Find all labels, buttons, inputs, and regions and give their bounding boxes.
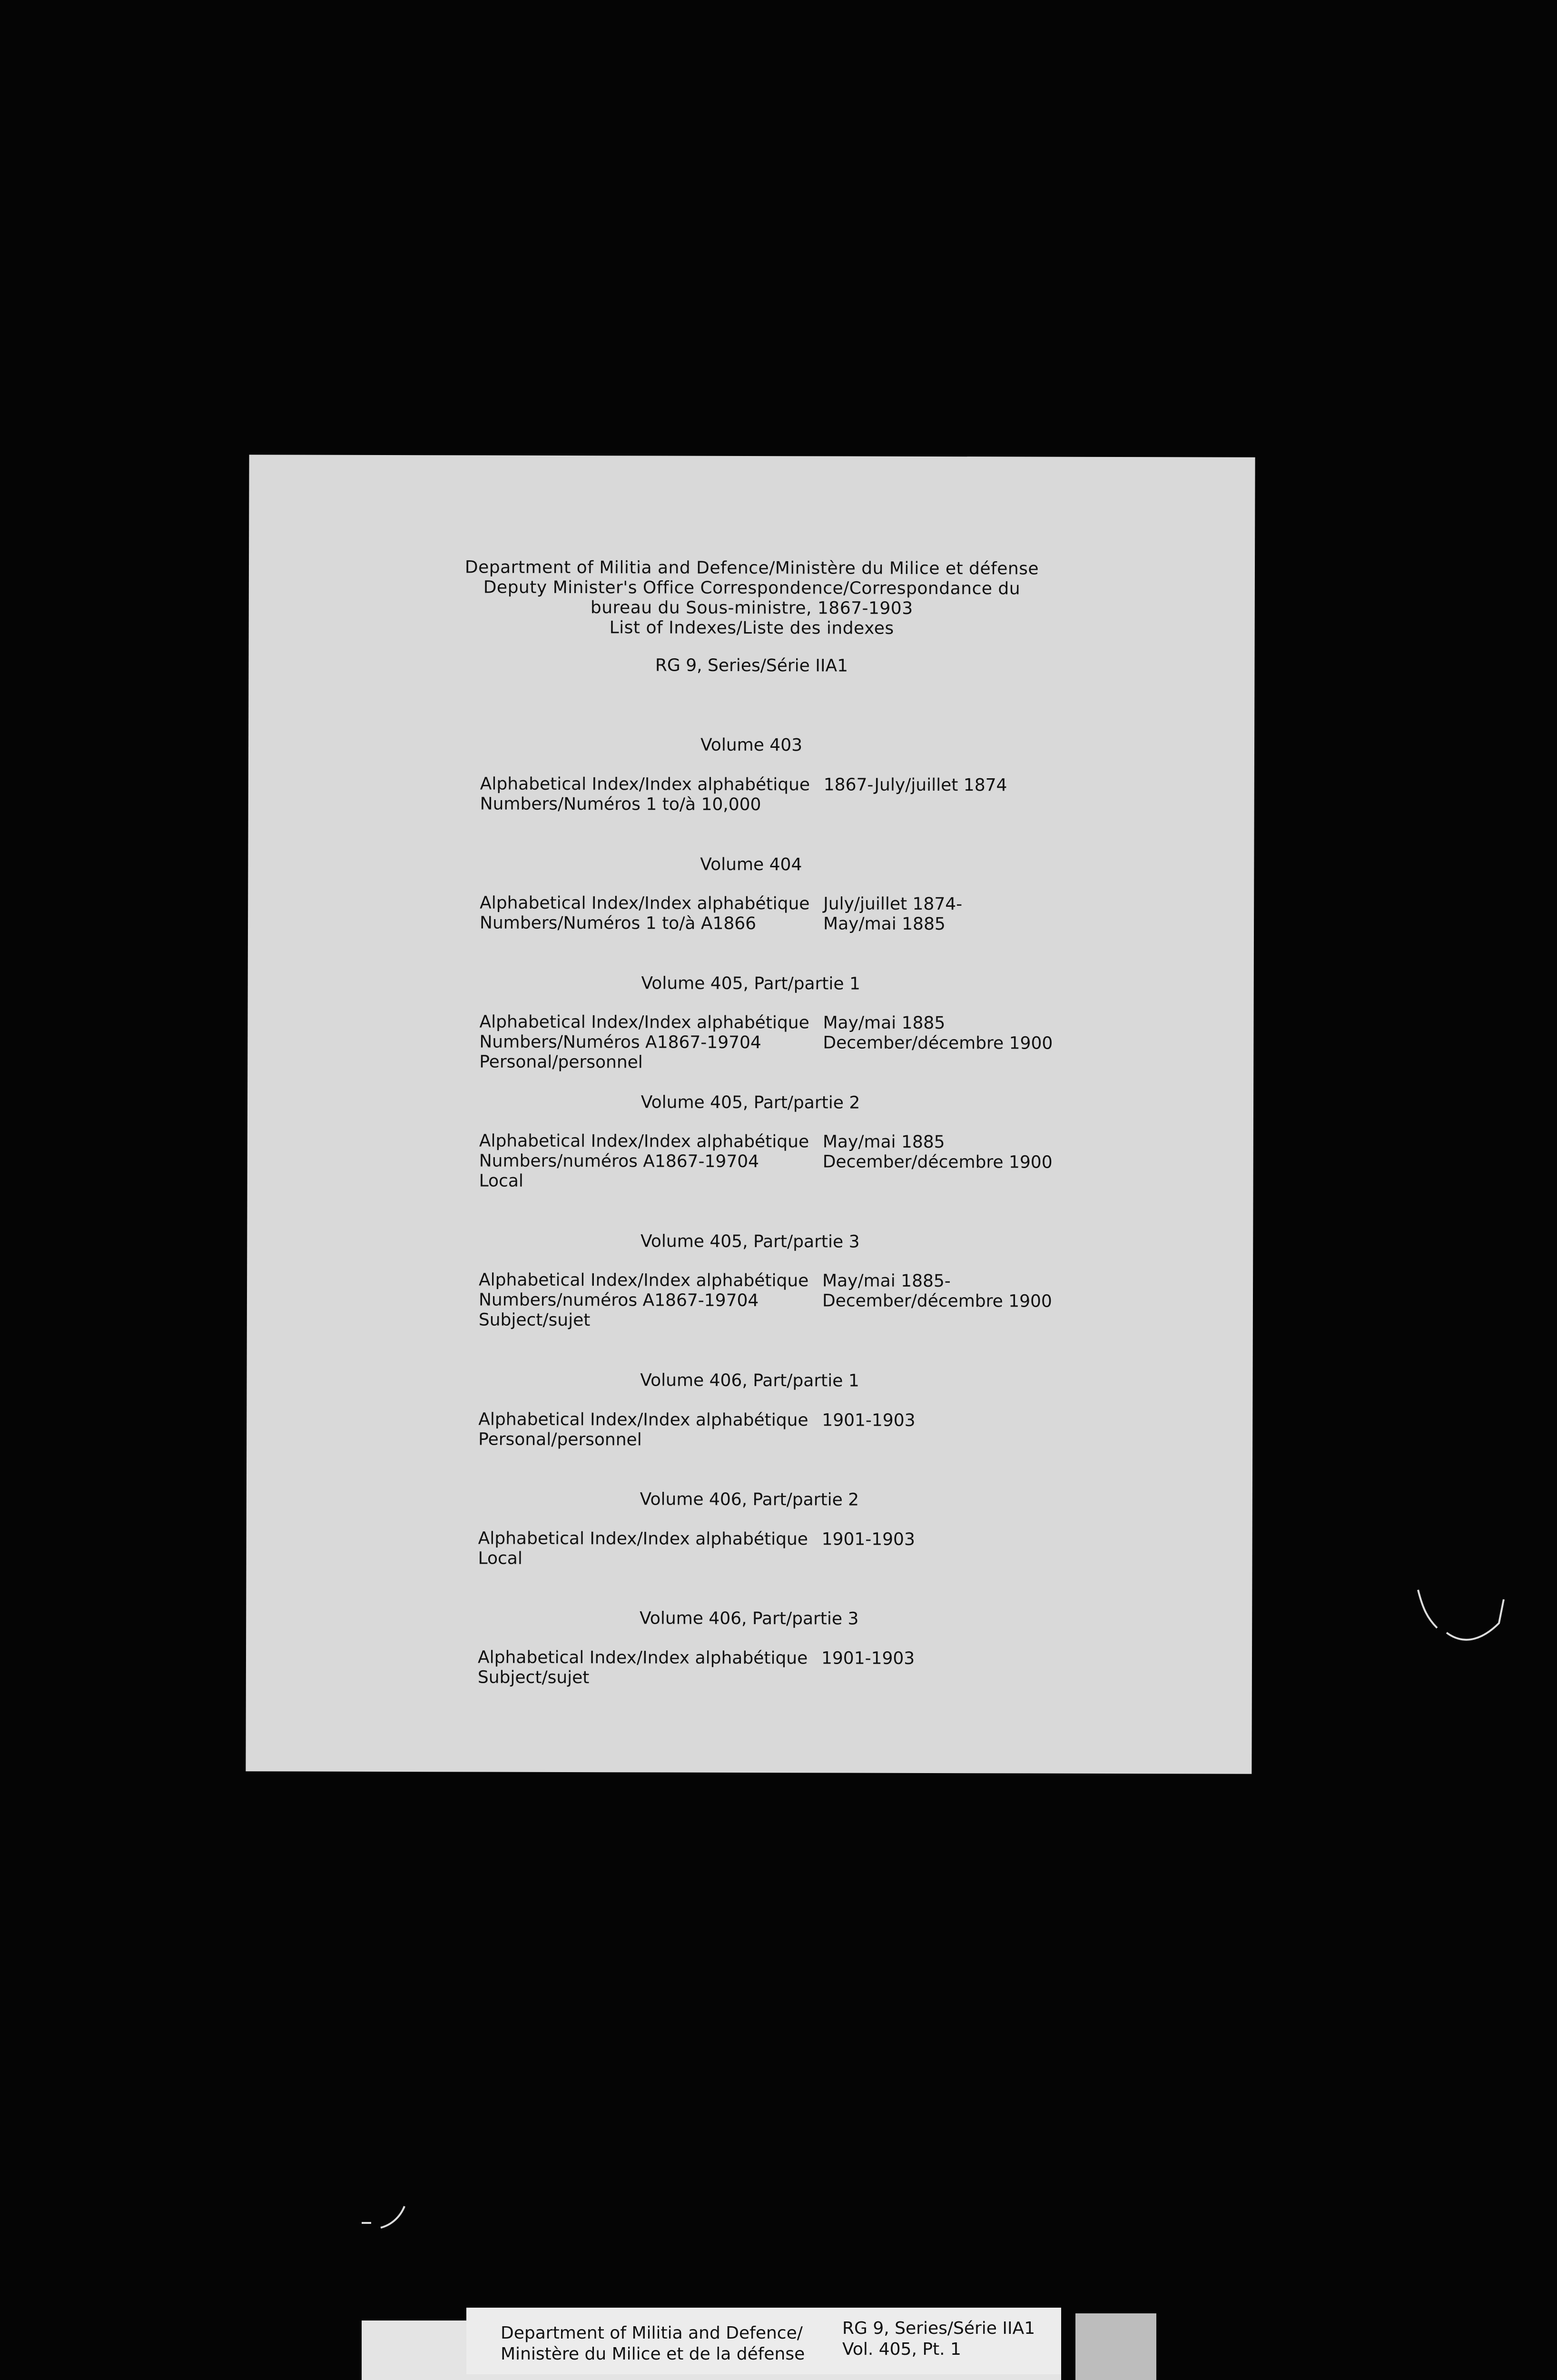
entry-description: Alphabetical Index/Index alphabétique — [479, 1270, 809, 1291]
volume-title: Volume 404 — [700, 854, 802, 875]
entry-description: Local — [478, 1548, 522, 1568]
volume-entry — [480, 774, 1146, 816]
document-page — [246, 455, 1255, 1774]
entry-dates: December/décembre 1900 — [823, 1033, 1053, 1053]
entry-description: Numbers/numéros A1867-19704 — [479, 1151, 759, 1172]
header-line: Deputy Minister's Office Correspondence/Correspondance du — [483, 577, 1021, 599]
entry-description: Personal/personnel — [478, 1429, 642, 1450]
entry-description: Alphabetical Index/Index alphabétique — [478, 1528, 808, 1549]
entry-description: Personal/personnel — [479, 1052, 643, 1072]
volume-entry — [480, 893, 1146, 935]
header-line: bureau du Sous-ministre, 1867-1903 — [590, 598, 913, 618]
scan-mark — [1409, 1580, 1523, 1647]
entry-dates: 1901-1903 — [821, 1648, 915, 1668]
series-reference: RG 9, Series/Série IIA1 — [655, 655, 848, 676]
entry-dates: 1901-1903 — [821, 1529, 915, 1549]
entry-dates: December/décembre 1900 — [822, 1152, 1053, 1172]
volume-entry — [478, 1648, 1144, 1690]
entry-description: Local — [479, 1171, 523, 1191]
entry-description: Alphabetical Index/Index alphabétique — [477, 1647, 808, 1668]
label-ref-line: Vol. 405, Pt. 1 — [842, 2340, 961, 2359]
entry-dates: December/décembre 1900 — [822, 1291, 1052, 1311]
label-ref-line: RG 9, Series/Série IIA1 — [842, 2319, 1035, 2338]
entry-dates: May/mai 1885 — [822, 1132, 945, 1152]
entry-description: Alphabetical Index/Index alphabétique — [479, 1012, 809, 1033]
volume-entry — [479, 1131, 1145, 1193]
label-department — [501, 2323, 805, 2365]
volume-entry — [478, 1529, 1144, 1571]
volume-title: Volume 405, Part/partie 1 — [641, 973, 861, 994]
scan-mark — [357, 2199, 414, 2237]
label-dept-line: Ministère du Milice et de la défense — [501, 2344, 805, 2364]
entry-dates: 1901-1903 — [822, 1410, 916, 1430]
document-header — [249, 557, 1255, 640]
label-dept-line: Department of Militia and Defence/ — [501, 2323, 803, 2343]
volume-title: Volume 405, Part/partie 3 — [641, 1231, 860, 1252]
volume-entry — [479, 1270, 1145, 1332]
header-line: Department of Militia and Defence/Ministère du Milice et défense — [464, 557, 1039, 579]
volume-title: Volume 406, Part/partie 2 — [640, 1489, 859, 1510]
entry-description: Subject/sujet — [478, 1310, 591, 1330]
label-reference — [842, 2318, 1035, 2360]
entry-description: Numbers/Numéros A1867-19704 — [479, 1032, 761, 1053]
entry-description: Alphabetical Index/Index alphabétique — [479, 1131, 809, 1152]
entry-description: Subject/sujet — [477, 1667, 590, 1688]
entry-description: Numbers/numéros A1867-19704 — [478, 1290, 759, 1311]
entry-description: Numbers/Numéros 1 to/à A1866 — [479, 913, 757, 934]
volume-title: Volume 405, Part/partie 2 — [641, 1092, 860, 1113]
volume-entry — [479, 1012, 1145, 1074]
entry-description: Numbers/Numéros 1 to/à 10,000 — [480, 794, 761, 815]
volume-entry — [478, 1410, 1144, 1452]
entry-dates: July/juillet 1874- — [823, 894, 963, 914]
entry-dates: 1867-July/juillet 1874 — [823, 775, 1007, 795]
header-line: List of Indexes/Liste des indexes — [609, 618, 894, 638]
entry-description: Alphabetical Index/Index alphabétique — [478, 1409, 808, 1430]
entry-description: Alphabetical Index/Index alphabétique — [480, 893, 810, 914]
entry-dates: May/mai 1885 — [823, 914, 946, 934]
entry-description: Alphabetical Index/Index alphabétique — [480, 774, 810, 795]
volume-title: Volume 403 — [700, 735, 803, 755]
entry-dates: May/mai 1885 — [823, 1013, 946, 1033]
volume-title: Volume 406, Part/partie 3 — [639, 1608, 859, 1629]
volume-title: Volume 406, Part/partie 1 — [640, 1370, 859, 1391]
entry-dates: May/mai 1885- — [822, 1271, 951, 1291]
label-edge — [1075, 2313, 1156, 2380]
